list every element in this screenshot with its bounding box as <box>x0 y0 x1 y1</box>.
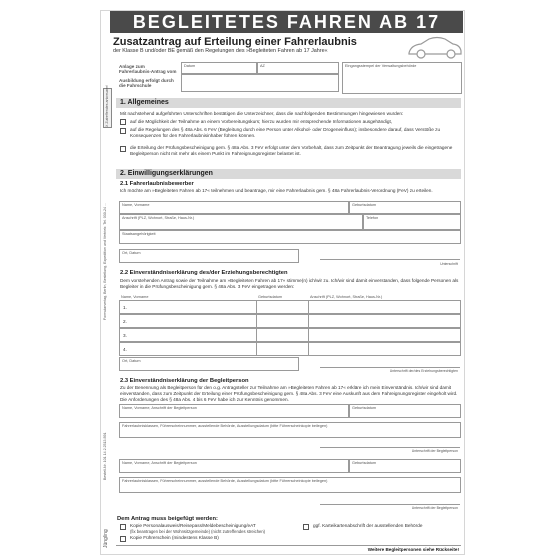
companion-2-signature-line[interactable] <box>320 504 460 505</box>
attachment-license-label: Kopie Führerschein (mindestens Klasse B) <box>130 535 219 540</box>
section-1-item-2: auf die Regelungen des § 48a Abs. 6 FeV (Begleitung durch eine Person unter Alkohol- oder Drogeneinfluss); insbesondere darauf, dass Verstöße zu Konsequenzen für den Fahrerlaubnisinhaber führen können. <box>130 127 441 138</box>
section-2-2-heading: 2.2 Einverständniserklärung des/der Erziehungsberechtigten <box>120 270 288 276</box>
attachments-heading: Dem Antrag muss beigefügt werden: <box>117 516 218 522</box>
guardian-row[interactable]: 3. <box>119 328 461 342</box>
application-date-label: Anlage zum Fahrerlaubnis-Antrag vom <box>119 64 177 75</box>
guardian-place-date-field[interactable]: Ort, Datum <box>119 357 299 371</box>
guardian-row[interactable]: 4. <box>119 342 461 356</box>
section-2-1-text: Ich möchte am »Begleiteten Fahren ab 17« teilnehmen und beantrage, mir eine Fahrerlaubnis gem. § 48a Fahrerlaubnis-Verordnung (FeV) zu erteilen. <box>120 188 433 193</box>
attachment-license-checkbox[interactable] <box>120 536 126 542</box>
order-number-text: Bestell-Nr. 101 14 2 2513 891 <box>103 432 107 480</box>
applicant-phone-field[interactable]: Telefon <box>363 214 461 230</box>
applicant-place-date-field[interactable]: Ort, Datum <box>119 249 299 263</box>
section-1-checkbox-3[interactable] <box>120 146 126 152</box>
guardian-col-birthdate: Geburtsdatum <box>258 295 283 299</box>
guardian-col-divider <box>308 300 309 356</box>
section-2-3-text: Zu der Benennung als Begleitperson für den o.g. Antragsteller zur Teilnahme am »Begleiteten Fahren ab 17« erkläre ich mein Einverständnis. Ich/wir sind damit einverstanden, dass zum Zeitpunkt der Erteilung einer Prüfungsbescheinigung gem. § 48a Abs. 3 FeV eine Auskunft aus dem Fahreignungsregister eingeholt wird. Die Anforderungen des § 48a Abs. 4 bis 6 FeV habe ich zur Kenntnis genommen. <box>120 385 458 402</box>
receipt-stamp-field: Eingangsstempel der Verwaltungsbehörde <box>342 62 462 94</box>
section-1-item-1: auf die Möglichkeit der Teilnahme an einem Vorbereitungskurs; hierzu wurden mir entsprechende Informationen ausgehändigt, <box>130 119 393 124</box>
companion-1-birthdate-field[interactable]: Geburtsdatum <box>349 404 461 418</box>
companion-1-name-field[interactable]: Name, Vorname, Anschrift der Begleitperson <box>119 404 349 418</box>
companion-1-signature-line[interactable] <box>320 447 460 448</box>
form-subtitle: Zusatzantrag auf Erteilung einer Fahrerlaubnis <box>113 36 357 48</box>
section-1-item-3: die Erteilung der Prüfungsbescheinigung gem. § 48a Abs. 3 FeV erfolgt unter dem Vorbehalt, dass zum Zeitpunkt der Beantragung jeweils die eingetragene Begleitperson nicht mit mehr als einem Punkt im Fahreignungsregister belastet ist. <box>130 145 453 156</box>
attachment-record-checkbox[interactable] <box>303 524 309 530</box>
applicant-signature-line[interactable] <box>320 259 460 260</box>
companion-2-name-field[interactable]: Name, Vorname, Anschrift der Begleitperson <box>119 459 349 473</box>
applicant-address-field[interactable]: Anschrift (PLZ, Wohnort, Straße, Haus-Nr.) <box>119 214 363 230</box>
driving-school-field[interactable] <box>181 74 339 92</box>
section-1-checkbox-1[interactable] <box>120 119 126 125</box>
section-2-2-text: Dem vorstehenden Antrag sowie der Teilnahme am »Begleiteten Fahren ab 17« stimme(n) ich/wir zu. Ich/wir sind damit einverstanden, dass folgende Personen als Begleiter in die Prüfungsbescheinigung gem. § 48a Abs. 3 FeV eingetragen werden: <box>120 278 459 289</box>
companion-2-birthdate-field[interactable]: Geburtsdatum <box>349 459 461 473</box>
driving-school-label: Ausbildung erfolgt durch die Fahrschule <box>119 78 174 89</box>
section-1-checkbox-2[interactable] <box>120 128 126 134</box>
publisher-text: Formularverlag, Berlin, Bestellung, Expedition und Vertrieb: Tel. 030-24 ... <box>103 203 107 320</box>
applicant-signature-label: Unterschrift <box>440 262 458 266</box>
attachment-id-label: Kopie Personalausweis/Reisepass/Meldebescheinigung/eAT <box>130 523 256 528</box>
publisher-brand: Jüngling <box>103 529 109 548</box>
companion-2-signature-label: Unterschrift der Begleitperson <box>411 506 458 510</box>
section-1-intro: Mit nachstehend aufgeführten Unterschriften bestätigen die Unterzeichner, dass die nachfolgenden Bestimmungen hingewiesen wurden: <box>120 111 404 116</box>
section-2-1-heading: 2.1 Fahrerlaubnisbewerber <box>120 181 194 187</box>
applicant-birthdate-field[interactable]: Geburtsdatum <box>349 201 461 214</box>
section-2-3-heading: 2.3 Einverständniserklärung der Begleitperson <box>120 378 249 384</box>
section-1-heading: 1. Allgemeines <box>116 98 461 108</box>
companion-2-license-field[interactable]: Fahrerlaubnisklassen, Führerscheinnummer, ausstellende Behörde, Ausstellungsdatum (bitte Führerscheinkopie beilegen) <box>119 477 461 493</box>
car-icon <box>405 33 463 61</box>
guardian-signature-line[interactable] <box>320 367 460 368</box>
applicant-name-field[interactable]: Name, Vorname <box>119 201 349 214</box>
az-field[interactable]: AZ <box>257 62 339 74</box>
footer-bar <box>116 545 461 554</box>
guardian-row[interactable]: 2. <box>119 314 461 328</box>
companion-1-signature-label: Unterschrift der Begleitperson <box>411 449 458 453</box>
guardian-signature-label: Unterschrift der/des Erziehungsberechtigten <box>389 369 458 373</box>
footer-more-companions: Weitere Begleitpersonen siehe Rückseite! <box>367 547 459 552</box>
application-date-field[interactable]: Datum <box>181 62 257 74</box>
attachment-id-note: (fix beantragen bei der Wohnsitzgemeinde) (nicht zutreffendes streichen) <box>130 529 266 534</box>
form-subtitle-detail: der Klasse B und/oder BE gemäß den Regelungen des »Begleiteten Fahren ab 17 Jahre« <box>113 48 328 54</box>
guardian-col-divider <box>256 300 257 356</box>
guardian-col-address: Anschrift (PLZ, Wohnort, Straße, Haus-Nr.) <box>310 295 383 299</box>
attachment-record-label: ggf. Karteikartenabschrift der ausstellenden Behörde <box>313 523 423 528</box>
form-title: BEGLEITETES FAHREN AB 17 <box>110 11 463 33</box>
guardian-col-name: Name, Vorname <box>121 295 149 299</box>
section-2-heading: 2. Einwilligungserklärungen <box>116 169 461 179</box>
mark-applicable-text: X Zutreffendes ankreuzen! <box>105 84 109 127</box>
guardian-row[interactable]: 1. <box>119 300 461 314</box>
attachment-id-checkbox[interactable] <box>120 524 126 530</box>
applicant-nationality-field[interactable]: Staatsangehörigkeit <box>119 230 461 244</box>
companion-1-license-field[interactable]: Fahrerlaubnisklassen, Führerscheinnummer, ausstellende Behörde, Ausstellungsdatum (bitte Führerscheinkopie beilegen) <box>119 422 461 438</box>
